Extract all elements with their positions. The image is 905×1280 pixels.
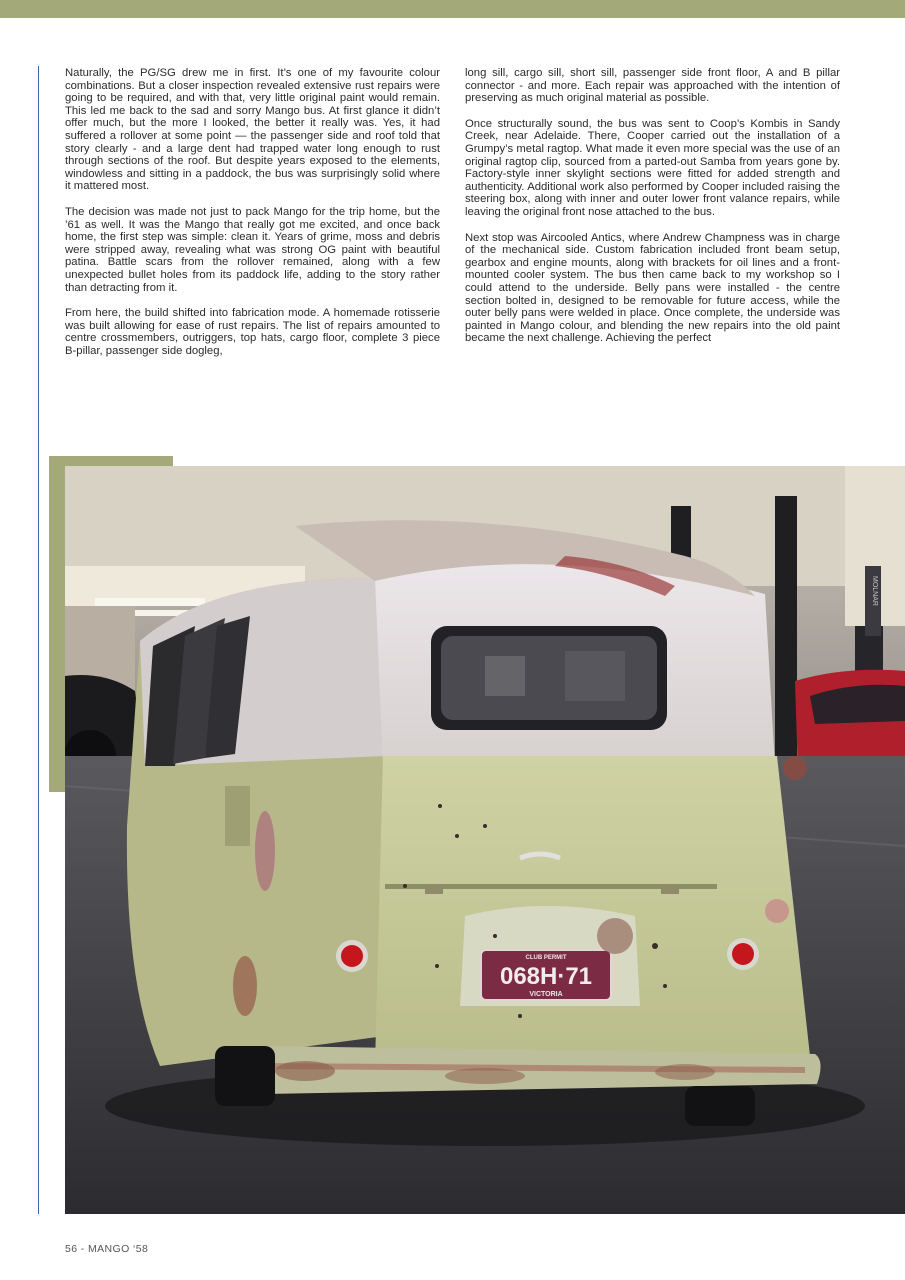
paragraph: Next stop was Aircooled Antics, where Andrew Champness was in charge of the mechanical side. Custom fabrication included front beam setup, gearbox and engine mounts, along with brackets for oil lines and a front-mounted cooler system. The bus then came back to my workshop so I could attend to the underside. Belly pans were installed - the centre section bolted in, designed to be removable for future access, while the outer belly pans were welded in place. Once complete, the underside was painted in Mango colour, and blending the new repairs into the old paint became the next challenge. Achieving the perfect	[465, 231, 840, 345]
article-column-left	[65, 67, 440, 370]
page-folio: 56 - MANGO ‘58	[65, 1243, 149, 1255]
top-accent-bar	[0, 0, 905, 18]
bus-photo	[65, 466, 905, 1214]
paragraph: The decision was made not just to pack Mango for the trip home, but the ’61 as well. It was the Mango that really got me excited, and once back home, the first step was simple: clean it. Years of grime, moss and debris were stripped away, revealing what was strong OG paint with beautiful patina. Battle scars from the rollover remained, along with a few unexpected bullet holes from its paddock life, adding to the story rather than detracting from it.	[65, 205, 440, 294]
plate-number: 068H·71	[499, 963, 593, 990]
article-column-right	[465, 67, 840, 358]
paragraph: long sill, cargo sill, short sill, passenger side front floor, A and B pillar connector - and more. Each repair was approached with the intention of preserving as much original material as possible.	[465, 67, 840, 105]
paragraph: Once structurally sound, the bus was sent to Coop’s Kombis in Sandy Creek, near Adelaide. There, Cooper carried out the installation of a Grumpy’s metal ragtop. What made it even more special was the use of an original ragtop clip, sourced from a parted-out Samba from years gone by. Factory-style inner skylight sections were fitted for added strength and authenticity. Additional work also performed by Cooper included raising the steering box, along with inner and outer lower front valance repairs, while leaving the original front nose attached to the bus.	[465, 117, 840, 218]
paragraph: Naturally, the PG/SG drew me in first. It’s one of my favourite colour combinations. But a closer inspection revealed extensive rust repairs were going to be required, and with that, very little original paint would remain. This led me back to the sad and sorry Mango bus. At first glance it didn’t offer much, but the more I looked, the better it really was. Yes, it had suffered a rollover at some point — the passenger side and roof told that story clearly - and a large dent had trapped water long enough to rust through sections of the roof. But despite years exposed to the elements, windowless and sitting in a paddock, the bus was surprisingly solid where it mattered most.	[65, 67, 440, 193]
paragraph: From here, the build shifted into fabrication mode. A homemade rotisserie was built allowing for ease of rust repairs. The list of repairs amounted to centre crossmembers, outriggers, top hats, cargo floor, complete 3 piece B-pillar, passenger side dogleg,	[65, 307, 440, 357]
margin-rule	[38, 66, 39, 1214]
plate-state-label: VICTORIA	[529, 991, 563, 998]
plate-permit-label: CLUB PERMIT	[525, 955, 567, 961]
hoist-brand-label: MOLNAR	[871, 576, 878, 606]
